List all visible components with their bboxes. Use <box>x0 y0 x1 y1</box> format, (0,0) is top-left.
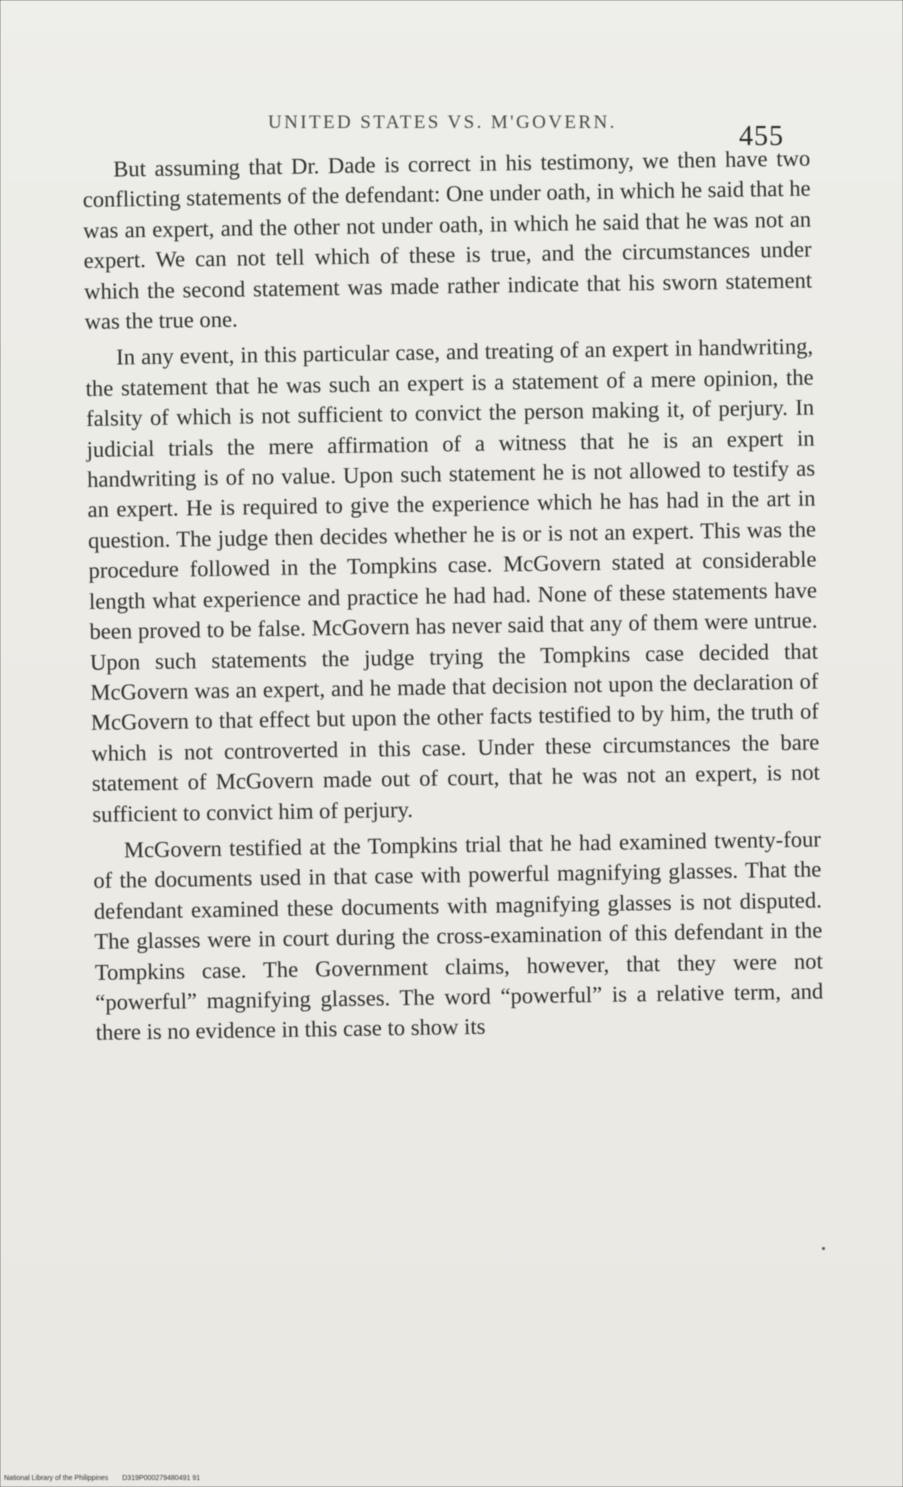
footer-library: National Library of the Philippines <box>4 1475 109 1482</box>
page-header <box>0 100 903 152</box>
footer-identifier: D319P000279480491 91 <box>122 1475 201 1482</box>
scan-speck <box>822 1247 825 1250</box>
paragraph-1: But assuming that Dr. Dade is correct in his testimony, we then have two conflicting statements of the defendant: One under oath, in which he said that he was an expert, and the other not under oath, in which he said that he was not an expert. We can not tell which of these is true, and the circumstances under which the second statement was made rather indicate that his sworn statement was the true one. <box>82 145 813 335</box>
running-head: UNITED STATES VS. M'GOVERN. <box>268 112 617 133</box>
page-number: 455 <box>739 121 784 152</box>
paragraph-2: In any event, in this particular case, and treating of an expert in handwriting, the statement that he was such an expert is a statement of a mere opinion, the falsity of which is not sufficient to convict the person making it, of perjury. In judicial trials the mere affirmation of a witness that he is an expert in handwriting is of no value. Upon such statement he is not allowed to testify as an expert. He is required to give the experience which he has had in the art in question. The judge then decides whether he is or is not an expert. This was the procedure followed in the Tompkins case. McGovern stated at considerable length what experience and practice he had had. None of these statements have been proved to be false. McGovern has never said that any of them were untrue. Upon such statements the judge trying the Tompkins case decided that McGovern was an expert, and he made that decision not upon the declaration of McGovern to that effect but upon the other facts testified to by him, the truth of which is not controverted in this case. Under these circumstances the bare statement of McGovern made out of court, that he was not an expert, is not sufficient to convict him of perjury. <box>85 333 820 827</box>
body-text <box>82 144 824 1055</box>
scan-footer <box>4 1475 200 1482</box>
paragraph-3: McGovern testified at the Tompkins trial that he had examined twenty-four of the documents used in that case with powerful magnifying glasses. That the defendant examined these documents with magnifying glasses is not disputed. The glasses were in court during the cross-examination of this defendant in the Tompkins case. The Government claims, however, that they were not “powerful” magnifying glasses. The word “powerful” is a relative term, and there is no evidence in this case to show its <box>93 826 824 1046</box>
